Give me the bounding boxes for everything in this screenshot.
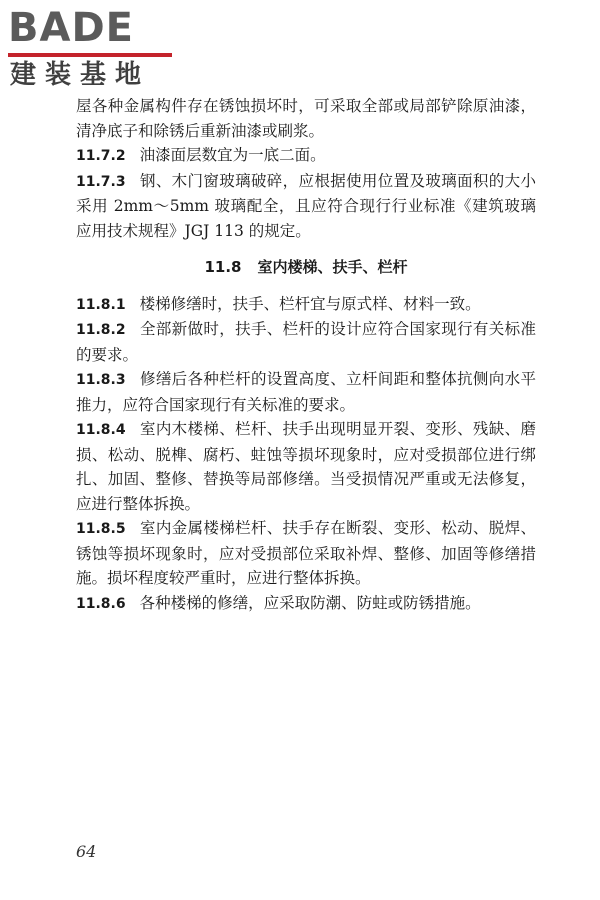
- clause-11-7-3: [76, 169, 536, 244]
- paragraph-continuation: 屋各种金属构件存在锈蚀损坏时，可采取全部或局部铲除原油漆，清净底子和除锈后重新油漆或刷浆。: [76, 97, 536, 140]
- clause-text: 修缮后各种栏杆的设置高度、立杆间距和整体抗侧向水平推力，应符合国家现行有关标准的要求。: [76, 370, 536, 414]
- clause-11-8-2: [76, 317, 536, 367]
- section-title: 室内楼梯、扶手、栏杆: [257, 258, 408, 276]
- logo-chinese-name: 建装基地: [10, 60, 151, 90]
- clause-number: 11.8.5: [76, 521, 126, 537]
- section-heading: [76, 255, 536, 280]
- clause-11-8-6: [76, 591, 536, 617]
- clause-text: 楼梯修缮时，扶手、栏杆宜与原式样、材料一致。: [139, 294, 481, 313]
- clause-number: 11.8.6: [76, 595, 126, 612]
- clause-text: 各种楼梯的修缮，应采取防潮、防蛀或防锈措施。: [139, 593, 481, 612]
- clause-number: 11.7.2: [76, 148, 126, 164]
- document-body: [76, 94, 536, 616]
- clause-number: 11.8.1: [76, 296, 126, 313]
- clause-number: 11.8.4: [76, 422, 126, 438]
- clause-text: 油漆面层数宜为一底二面。: [139, 146, 326, 164]
- logo-wordmark: BADE: [8, 5, 134, 51]
- clause-number: 11.7.3: [76, 173, 126, 190]
- clause-11-8-4: [76, 417, 536, 516]
- clause-text: 室内木楼梯、栏杆、扶手出现明显开裂、变形、残缺、磨损、松动、脱榫、腐朽、蛀蚀等损坏现象时，应对受损部位进行绑扎、加固、整修、替换等局部修缮。当受损情况严重或无法修复，应进行整体拆换。: [76, 420, 536, 513]
- clause-11-8-1: [76, 292, 536, 318]
- section-number: 11.8: [204, 258, 242, 276]
- clause-number: 11.8.3: [76, 372, 126, 388]
- clause-text: 室内金属楼梯栏杆、扶手存在断裂、变形、松动、脱焊、锈蚀等损坏现象时，应对受损部位采取补焊、整修、加固等修缮措施。损坏程度较严重时，应进行整体拆换。: [76, 519, 536, 587]
- clause-11-8-5: [76, 516, 536, 591]
- clause-11-7-2: [76, 143, 536, 169]
- page-number: 64: [76, 842, 97, 861]
- clause-11-8-3: [76, 367, 536, 417]
- logo-rule: [8, 53, 172, 57]
- brand-logo: [8, 6, 178, 90]
- clause-text: 钢、木门窗玻璃破碎，应根据使用位置及玻璃面积的大小采用 2mm～5mm 玻璃配全，且应符合现行行业标准《建筑玻璃应用技术规程》JGJ 113 的规定。: [76, 171, 536, 240]
- clause-text: 全部新做时，扶手、栏杆的设计应符合国家现行有关标准的要求。: [76, 320, 536, 364]
- clause-number: 11.8.2: [76, 322, 126, 338]
